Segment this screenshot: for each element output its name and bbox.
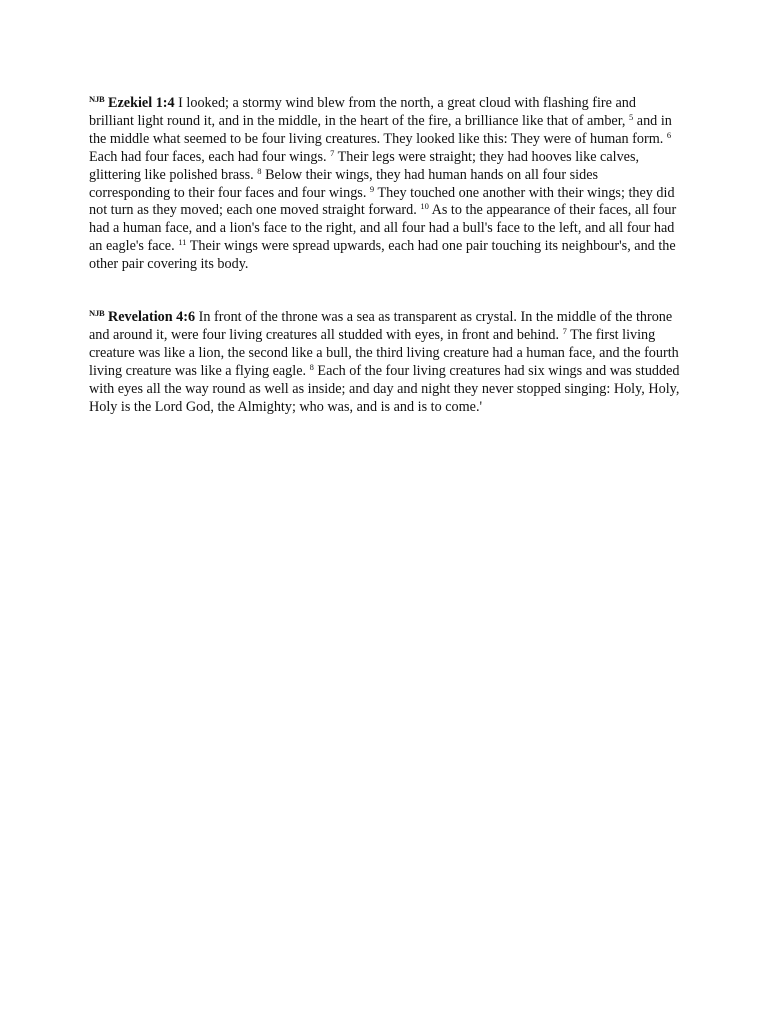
version-tag: NJB: [89, 308, 105, 318]
scripture-reference: Ezekiel 1:4: [108, 95, 175, 111]
verse-text: Their wings were spread upwards, each had one pair touching its neighbour's, and the other pair covering its body.: [89, 238, 676, 273]
scripture-reference: Revelation 4:6: [108, 309, 196, 325]
passage-revelation: [89, 305, 681, 416]
verse-number: 11: [178, 237, 187, 248]
verse-number: 8: [309, 361, 314, 372]
verse-text: They touched one another with their wings; they did not turn as they moved; each one moved straight forward.: [89, 184, 675, 219]
verse-number: 8: [257, 165, 262, 176]
version-tag: NJB: [89, 94, 105, 104]
verse-text: As to the appearance of their faces, all four had a human face, and a lion's face to the right, and all four had a bull's face to the left, and all four had an eagle's face.: [89, 202, 677, 255]
verse-text: Below their wings, they had human hands on all four sides corresponding to their four faces and four wings.: [89, 166, 599, 201]
verse-text: Each of the four living creatures had six wings and was studded with eyes all the way round as well as inside; and day and night they never stopped singing: Holy, Holy, Holy is the Lord God, the Almighty; who was, and is and is to come.': [89, 362, 680, 415]
verse-number: 7: [562, 325, 567, 336]
verse-number: 9: [369, 183, 375, 194]
verse-number: 10: [420, 201, 429, 212]
verse-text: and in the middle what seemed to be four living creatures. They looked like this: They were of human form.: [89, 112, 672, 147]
verse-number: 5: [628, 111, 634, 122]
passage-ezekiel: [89, 91, 681, 274]
verse-text: Each had four faces, each had four wings.: [89, 148, 331, 165]
verse-text: I looked; a stormy wind blew from the north, a great cloud with flashing fire and brilliant light round it, and in the middle, in the heart of the fire, a brilliance like that of amber,: [89, 95, 636, 129]
verse-text: In front of the throne was a sea as transparent as crystal. In the middle of the throne and around it, were four living creatures all studded with eyes, in front and behind.: [89, 309, 673, 343]
verse-text: Their legs were straight; they had hooves like calves, glittering like polished brass.: [89, 148, 640, 183]
verse-number: 7: [330, 147, 335, 158]
verse-number: 6: [666, 129, 672, 140]
verse-text: The first living creature was like a lion, the second like a bull, the third living creature had a human face, and the fourth living creature was like a flying eagle.: [89, 326, 679, 379]
